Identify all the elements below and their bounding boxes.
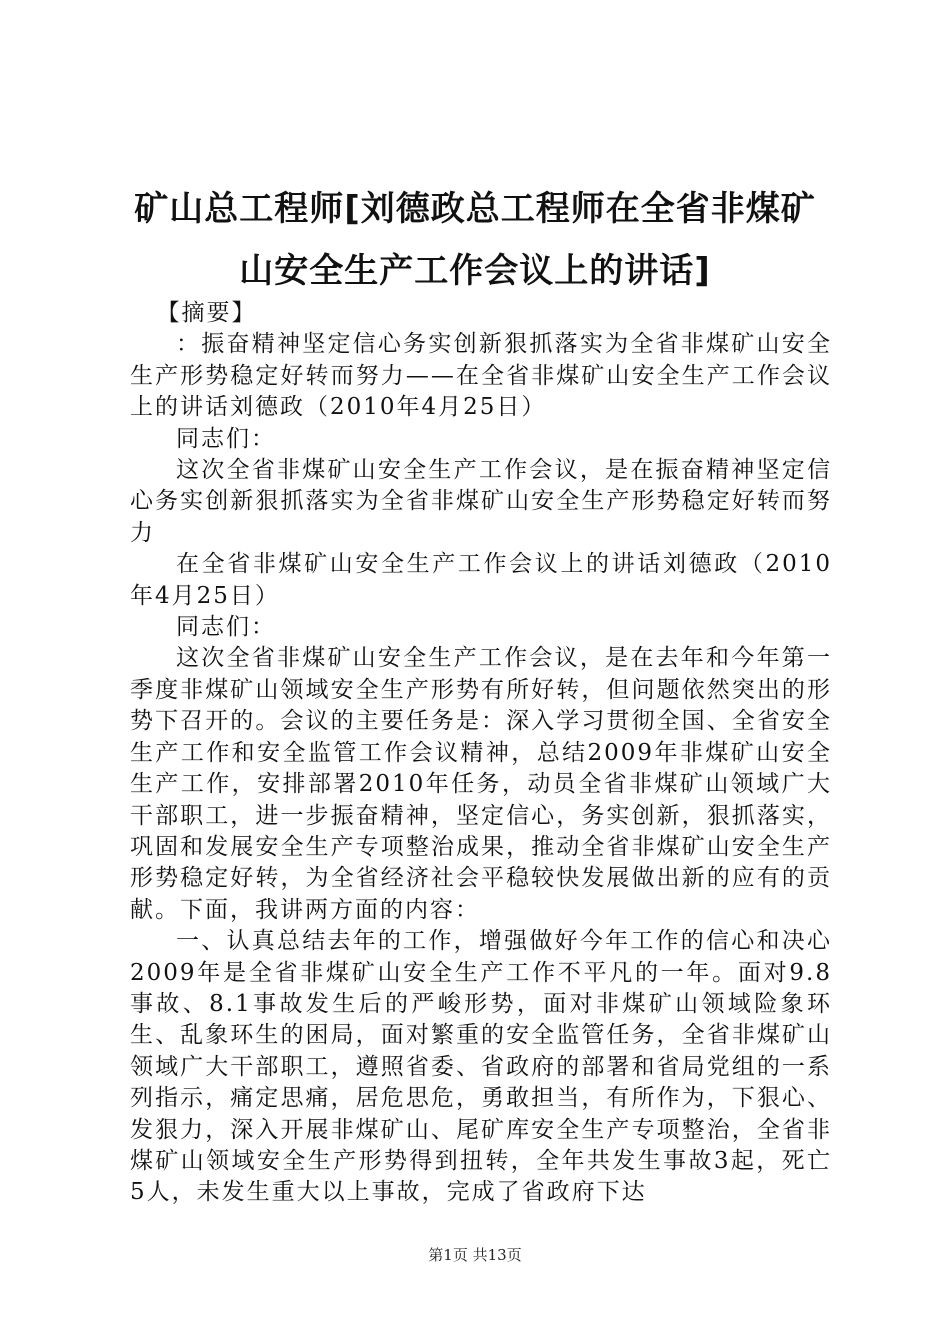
body-paragraph: 这次全省非煤矿山安全生产工作会议，是在去年和今年第一季度非煤矿山领域安全生产形势有所好转，但问题依然突出的形势下召开的。会议的主要任务是：深入学习贯彻全国、全省安全生产工作和安全监管工作会议精神，总结2009年非煤矿山安全生产工作，安排部署2010年任务，动员全省非煤矿山领域广大干部职工，进一步振奋精神，坚定信心，务实创新，狠抓落实，巩固和发展安全生产专项整治成果，推动全省非煤矿山安全生产形势稳定好转，为全省经济社会平稳较快发展做出新的应有的贡献。下面，我讲两方面的内容： — [130, 645, 832, 923]
body-paragraph: 这次全省非煤矿山安全生产工作会议，是在振奋精神坚定信心务实创新狠抓落实为全省非煤矿山安全生产形势稳定好转而努力 — [130, 457, 832, 546]
page-footer: 第1页 共13页 — [428, 1246, 522, 1264]
body-paragraph: 在全省非煤矿山安全生产工作会议上的讲话刘德政（2010年4月25日） — [130, 551, 832, 609]
body-paragraph: 一、认真总结去年的工作，增强做好今年工作的信心和决心2009年是全省非煤矿山安全生产工作不平凡的一年。面对9.8事故、8.1事故发生后的严峻形势，面对非煤矿山领域险象环生、乱象环生的困局，面对繁重的安全监管任务，全省非煤矿山领域广大干部职工，遵照省委、省政府的部署和省局党组的一系列指示，痛定思痛，居危思危，勇敢担当，有所作为，下狠心、发狠力，深入开展非煤矿山、尾矿库安全生产专项整治，全省非煤矿山领域安全生产形势得到扭转，全年共发生事故3起，死亡5人，未发生重大以上事故，完成了省政府下达 — [130, 928, 832, 1206]
document-title — [100, 178, 850, 302]
salutation: 同志们： — [176, 425, 276, 452]
title-line-2: 山安全生产工作会议上的讲话] — [239, 251, 711, 291]
title-line-1: 矿山总工程师[刘德政总工程师在全省非煤矿 — [134, 189, 816, 229]
document-body — [130, 298, 832, 1209]
abstract-heading: 【摘要】 — [156, 300, 257, 326]
salutation: 同志们： — [176, 614, 276, 641]
abstract-paragraph: ：振奋精神坚定信心务实创新狠抓落实为全省非煤矿山安全生产形势稳定好转而努力——在全省非煤矿山安全生产工作会议上的讲话刘德政（2010年4月25日） — [130, 331, 832, 421]
